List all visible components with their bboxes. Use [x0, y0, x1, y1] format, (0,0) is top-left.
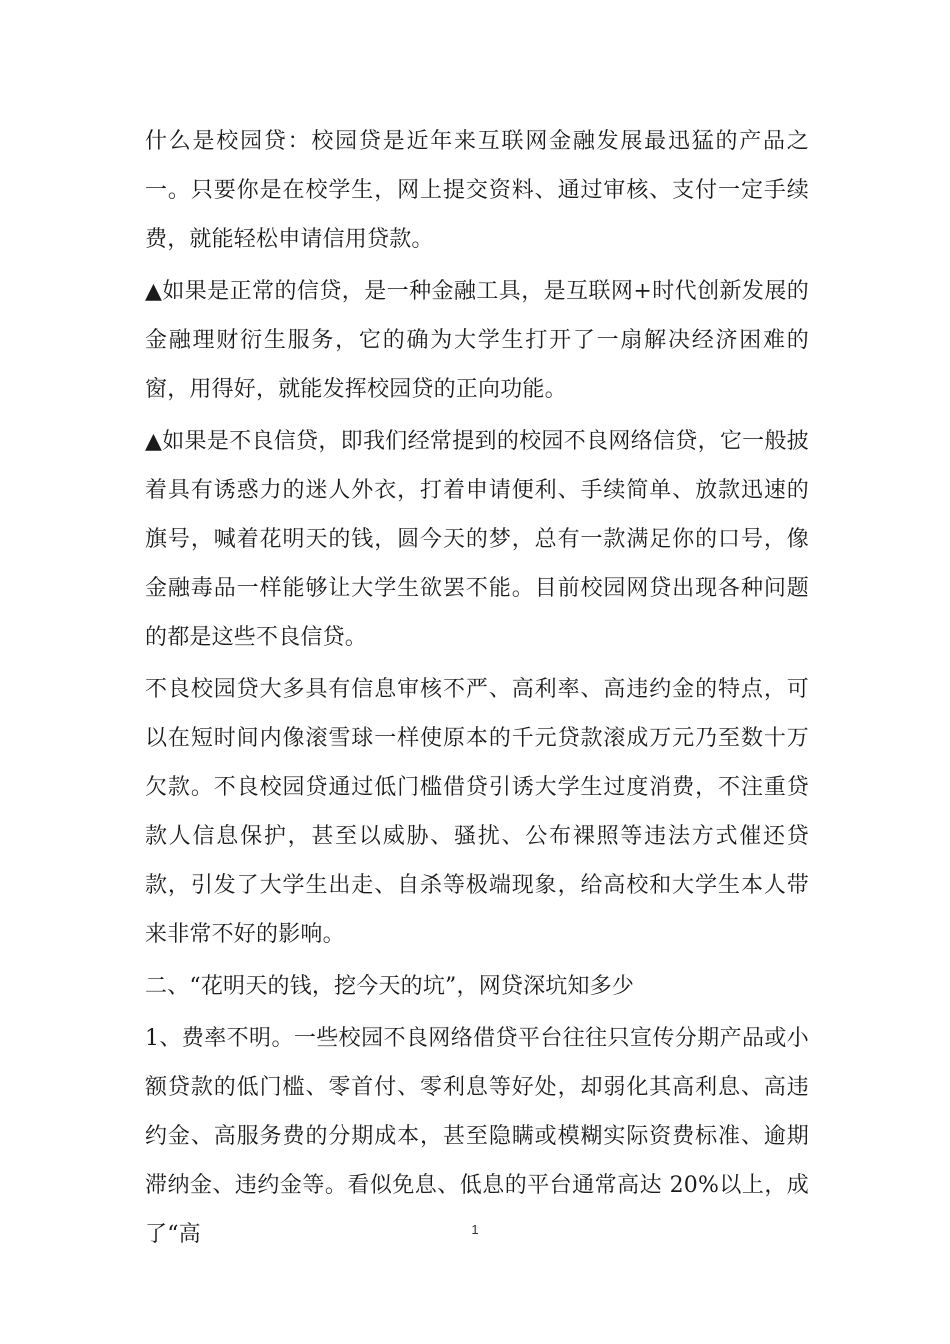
section-heading: 二、“花明天的钱，挖今天的坑”，网贷深坑知多少	[145, 974, 635, 999]
paragraph-unclear-fees: 1、费率不明。一些校园不良网络借贷平台往往只宣传分期产品或小额贷款的低门槛、零首付、零利息等好处，却弱化其高利息、高违约金、高服务费的分期成本，甚至隐瞒或模糊实际资费标准、逾期滞纳金、违约金等。看似免息、低息的平台通常高达 20%以上，成了“高	[145, 1026, 809, 1247]
body-text	[145, 117, 809, 1262]
paragraph-normal-credit: ▲如果是正常的信贷，是一种金融工具，是互联网+时代创新发展的金融理财衍生服务，它的确为大学生打开了一扇解决经济困难的窗，用得好，就能发挥校园贷的正向功能。	[145, 279, 809, 402]
paragraph-intro: 什么是校园贷：校园贷是近年来互联网金融发展最迅猛的产品之一。只要你是在校学生，网上提交资料、通过审核、支付一定手续费，就能轻松申请信用贷款。	[145, 129, 809, 252]
paragraph-bad-loan-features: 不良校园贷大多具有信息审核不严、高利率、高违约金的特点，可以在短时间内像滚雪球一样使原本的千元贷款滚成万元乃至数十万欠款。不良校园贷通过低门槛借贷引诱大学生过度消费，不注重贷款人信息保护，甚至以威胁、骚扰、公布裸照等违法方式催还贷款，引发了大学生出走、自杀等极端现象，给高校和大学生本人带来非常不好的影响。	[145, 677, 809, 947]
page-number: 1	[471, 1222, 479, 1237]
paragraph-bad-credit: ▲如果是不良信贷，即我们经常提到的校园不良网络信贷，它一般披着具有诱惑力的迷人外衣，打着申请便利、手续简单、放款迅速的旗号，喊着花明天的钱，圆今天的梦，总有一款满足你的口号，像金融毒品一样能够让大学生欲罢不能。目前校园网贷出现各种问题的都是这些不良信贷。	[145, 429, 809, 650]
